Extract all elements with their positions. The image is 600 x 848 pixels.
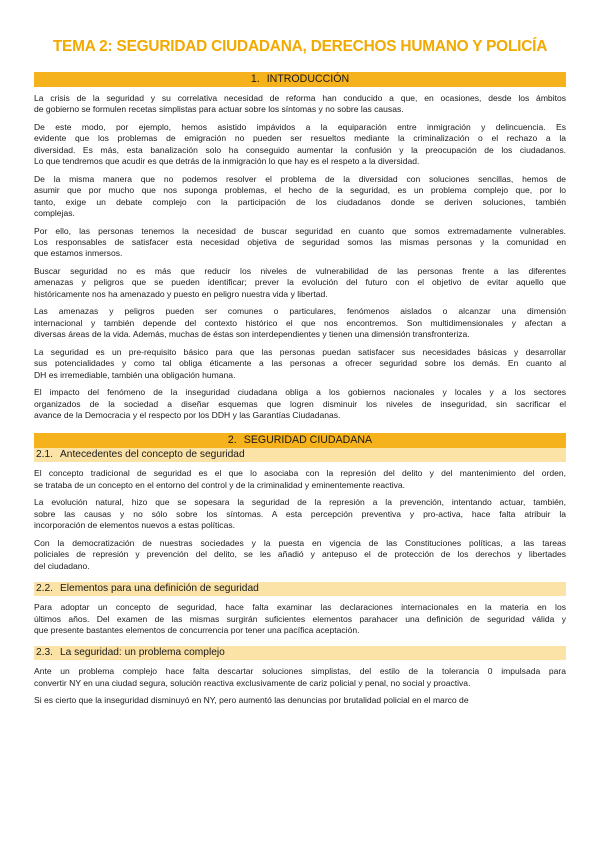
paragraph-line: amenazas y peligros que se pueden identificar; prever la evolución del futuro con el objetivo de evitar aquello que xyxy=(34,277,566,288)
paragraph-line: avance de la Democracia y el respecto por los DDH y las Garantías Ciudadanas. xyxy=(34,410,341,421)
paragraph-line: policiales de represión y prevención del delito, se les añadió y antepuso el de protección de los derechos y libertades xyxy=(34,549,566,560)
paragraph-line: asumir que por mucho que nos suponga problemas, el hecho de la seguridad, es un problema complejo que, por lo xyxy=(34,185,566,196)
paragraph xyxy=(34,122,566,168)
document-page xyxy=(34,0,566,707)
paragraph xyxy=(34,695,566,706)
paragraph-line: evidente que los problemas de emigración no pueden ser resueltos mediante la criminalización o el rechazo a la xyxy=(34,133,566,144)
subsection-number: 2.2. xyxy=(36,583,53,595)
paragraph xyxy=(34,226,566,260)
subsection-title: La seguridad: un problema complejo xyxy=(60,647,225,659)
paragraph-line: La evolución natural, hizo que se sopesara la seguridad de la represión a la prevención, intentando actuar, también, xyxy=(34,497,566,508)
section-heading-introduccion xyxy=(34,72,566,87)
paragraph-line: De este modo, por ejemplo, hemos asistido impávidos a la equiparación entre inmigración y delincuencia. Es xyxy=(34,122,566,132)
paragraph-line: históricamente nos ha amenazado y puesto en peligro nuestra vida y libertad. xyxy=(34,288,328,299)
subsection-number: 2.3. xyxy=(36,647,53,659)
subsection-body-problema-complejo xyxy=(34,666,566,706)
paragraph-line: Por ello, las personas tenemos la necesidad de buscar seguridad en cuanto que somos extremadamente vulnerables. xyxy=(34,225,566,236)
paragraph-line: De la misma manera que no podemos resolver el problema de la diversidad con soluciones sencillas, hemos de xyxy=(34,173,566,184)
paragraph xyxy=(34,306,566,340)
paragraph-line: sobre las causas y no sólo sobre los síntomas. A esta percepción preventiva y pro-activa, hace falta atribuir la xyxy=(34,508,566,519)
section-body-introduccion xyxy=(34,93,566,421)
paragraph xyxy=(34,468,566,491)
paragraph-line: Con la democratización de nuestras sociedades y la puesta en vigencia de las Constituciones políticas, a las tareas xyxy=(34,537,566,548)
paragraph-line: La crisis de la seguridad y su correlativa necesidad de reforma han conducido a que, en ocasiones, desde los ámbitos xyxy=(34,93,566,103)
paragraph-line: del ciudadano. xyxy=(34,560,90,571)
subsection-heading-problema-complejo xyxy=(34,646,566,660)
paragraph xyxy=(34,174,566,220)
subsection-heading-elementos xyxy=(34,582,566,596)
paragraph xyxy=(34,347,566,381)
paragraph-line: El concepto tradicional de seguridad es el que lo asociaba con la represión del delito y del mantenimiento del orden, xyxy=(34,468,566,479)
paragraph xyxy=(34,602,566,636)
paragraph-line: diversas áreas de la vida. Además, muchas de éstas son interdependientes y tienen una dimensión transfronteriza. xyxy=(34,329,470,340)
document-title: TEMA 2: SEGURIDAD CIUDADANA, DERECHOS HUMANO Y POLICÍA xyxy=(52,38,548,55)
paragraph-line: que presente bastantes elementos de concurrencia por tener una pacífica aceptación. xyxy=(34,624,360,635)
paragraph-line: Para adoptar un concepto de seguridad, hace falta examinar las declaraciones internacionales en la materia en los xyxy=(34,602,566,613)
section-number: 2. xyxy=(227,434,237,447)
section-title: SEGURIDAD CIUDADANA xyxy=(243,434,373,447)
paragraph-line: diversidad. Es más, esta banalización solo ha conseguido aumentar la confusión y la preocupación de los ciudadanos. xyxy=(34,144,566,155)
paragraph-line: convertir NY en una ciudad segura, solución reactiva exclusivamente de cariz policial y penal, no social y proactiva. xyxy=(34,677,471,688)
paragraph-line: El impacto del fenómeno de la inseguridad ciudadana obliga a los gobiernos nacionales y locales y a los sectores xyxy=(34,387,566,398)
paragraph xyxy=(34,93,566,116)
section-title: INTRODUCCIÓN xyxy=(266,73,350,85)
subsection-number: 2.1. xyxy=(36,449,53,461)
paragraph-line: sus potencialidades y como tal obliga éticamente a las personas a ofrecer seguridad sobre los demás. En cuanto al xyxy=(34,358,566,369)
subsection-heading-antecedentes xyxy=(34,448,566,462)
paragraph xyxy=(34,497,566,531)
paragraph-line: Lo que tendremos que acudir es que detrás de la inmigración lo que hay es el respeto a la diversidad. xyxy=(34,156,420,167)
section-heading-seguridad-ciudadana xyxy=(34,433,566,448)
paragraph-line: de gobierno se formulen recetas simplistas para actuar sobre los síntomas y no sobre las causas. xyxy=(34,104,404,115)
paragraph-line: La seguridad es un pre-requisito básico para que las personas puedan satisfacer sus necesidades básicas y desarrollar xyxy=(34,346,566,357)
paragraph-line: internacional y también depende del contexto histórico el que nos encontremos. Son multidimensionales y afectan a xyxy=(34,317,566,328)
paragraph-line: últimos años. Del examen de las mismas surgirán suficientes elementos parahacer una definición de seguridad válida y xyxy=(34,613,566,624)
paragraph-line: se trataba de un concepto en el entorno del control y de la criminalidad y eminentemente reactiva. xyxy=(34,479,406,490)
paragraph-line: incorporación de elementos nuevos a estas políticas. xyxy=(34,520,235,531)
subsection-title: Antecedentes del concepto de seguridad xyxy=(60,449,245,461)
paragraph-line: complejas. xyxy=(34,208,75,219)
paragraph xyxy=(34,387,566,421)
paragraph-line: Ante un problema complejo hace falta descartar soluciones simplistas, del estilo de la tolerancia 0 impulsada para xyxy=(34,666,566,677)
subsection-title: Elementos para una definición de seguridad xyxy=(60,583,259,595)
paragraph-line: tanto, exige un debate complejo con la participación de los ciudadanos donde se deriven soluciones, también xyxy=(34,196,566,207)
section-number: 1. xyxy=(250,73,260,85)
subsection-body-elementos xyxy=(34,602,566,636)
paragraph xyxy=(34,266,566,300)
paragraph xyxy=(34,666,566,689)
subsection-body-antecedentes xyxy=(34,468,566,572)
paragraph-line: DH es irremediable, también una obligación humana. xyxy=(34,369,236,380)
paragraph-line: Los responsables de satisfacer esta necesidad objetiva de seguridad somos las mismas personas y la comunidad en xyxy=(34,237,566,248)
paragraph xyxy=(34,538,566,572)
paragraph-line: Buscar seguridad no es más que reducir los niveles de vulnerabilidad de las personas frente a las diferentes xyxy=(34,266,566,277)
paragraph-line: organizados de la sociedad a diseñar esquemas que logren disminuir los niveles de inseguridad, sin sacrificar el xyxy=(34,398,566,409)
paragraph-line: que estamos inmersos. xyxy=(34,248,123,259)
paragraph-line: Si es cierto que la inseguridad disminuyó en NY, pero aumentó las denuncias por brutalidad policial en el marco de xyxy=(34,695,469,706)
paragraph-line: Las amenazas y peligros pueden ser comunes o particulares, fenómenos aislados o alcanzar una dimensión xyxy=(34,306,566,317)
